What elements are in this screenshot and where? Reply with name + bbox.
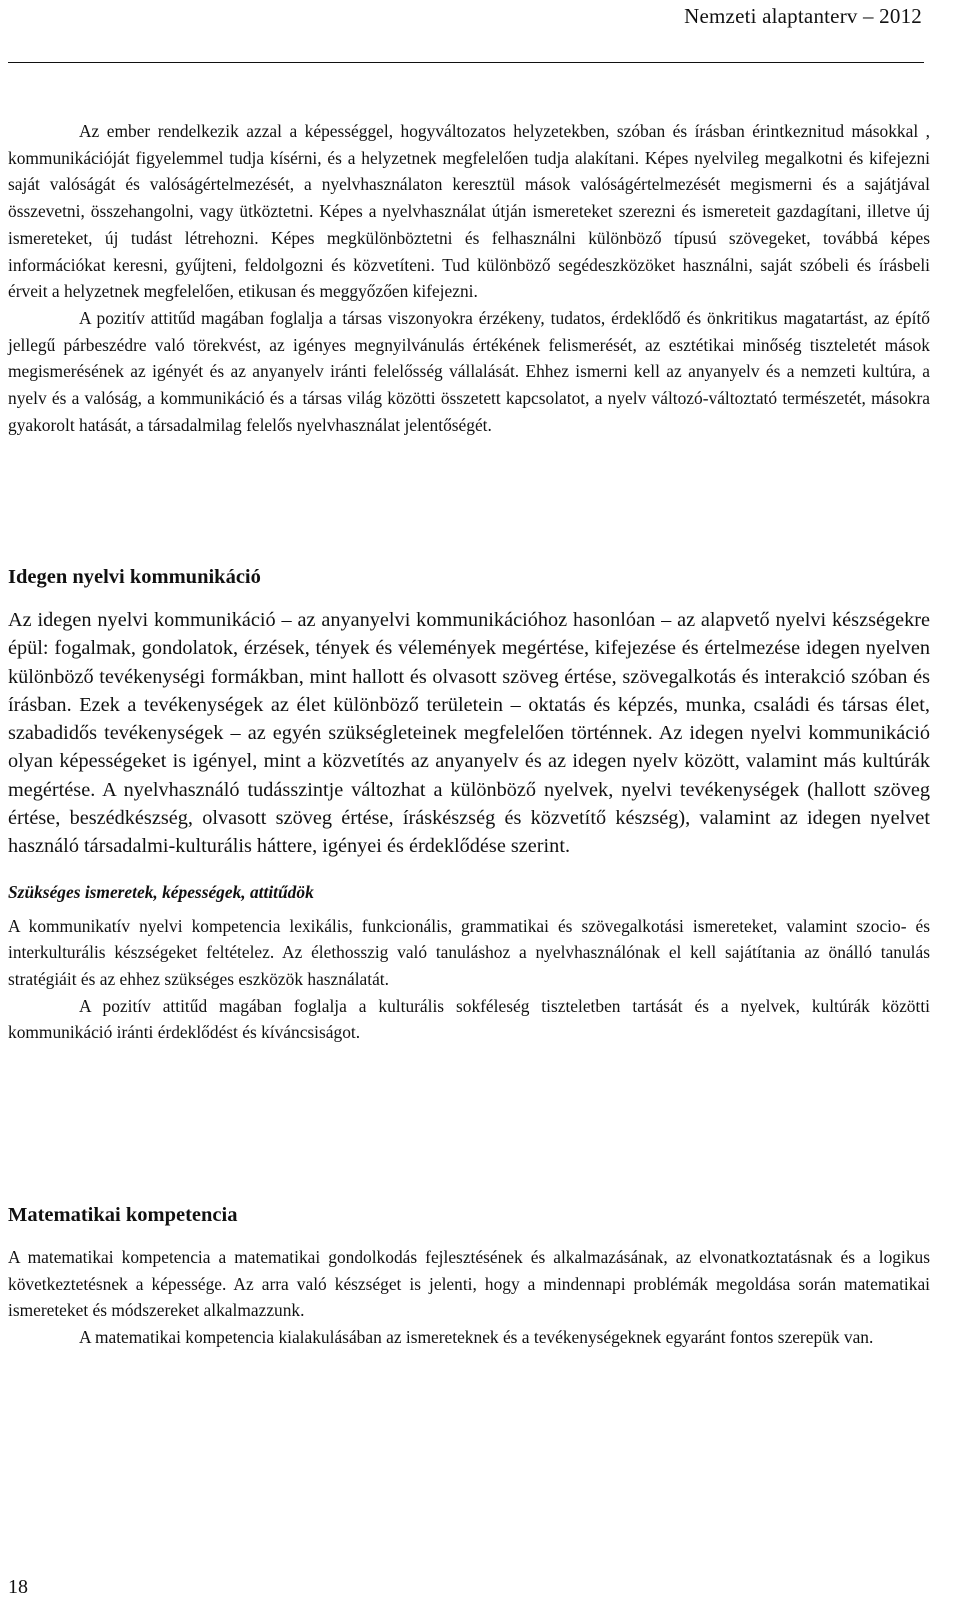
section-heading: Matematikai kompetencia bbox=[8, 1204, 238, 1226]
section-heading: Idegen nyelvi kommunikáció bbox=[8, 566, 261, 588]
paragraph: A matematikai kompetencia kialakulásában az ismereteknek és a tevékenységeknek egyaránt fontos szerepük van. bbox=[79, 1327, 874, 1348]
page-number: 18 bbox=[8, 1576, 28, 1598]
header-rule bbox=[8, 62, 924, 63]
paragraph: Az idegen nyelvi kommunikáció – az anyanyelvi kommunikációhoz hasonlóan – az alapvető nyelvi készségekre épül: fogalmak, gondolatok, érzések, tények és vélemények megértése, kifejezése és értelmezése idegen nyelven különböző tevékenységi formákban, mint hallott és olvasott szöveg értése, szövegalkotás és interakció szóban és írásban. Ezek a tevékenységek az élet különböző területein – oktatás és képzés, munka, családi és társas élet, szabadidős tevékenységek – az egyén szükségleteinek megfelelően történnek. Az idegen nyelvi kommunikáció olyan képességeket is igényel, mint a közvetítés az anyanyelv és az idegen nyelv között, valamint más kultúrák megértése. A nyelvhasználó tudásszintje változhat a különböző nyelvek, nyelvi tevékenységek (hallott szöveg értése, beszédkészség, olvasott szöveg értése, íráskészség és közvetítő készség), valamint az idegen nyelvet használó társadalmi-kulturális háttere, igényei és érdeklődése szerint. bbox=[8, 609, 930, 858]
anyanyelvi-section bbox=[8, 118, 930, 438]
running-header: Nemzeti alaptanterv – 2012 bbox=[684, 4, 922, 28]
matematikai-section bbox=[8, 1203, 930, 1351]
paragraph: A matematikai kompetencia a matematikai gondolkodás fejlesztésének és alkalmazásának, az elvonatkoztatásnak és a logikus következtetésnek a képessége. Az arra való készséget is jelenti, hogy a mindennapi problémák megoldása során matematikai ismereteket és módszereket alkalmazzunk. bbox=[8, 1247, 930, 1321]
paragraph: A pozitív attitűd magában foglalja a kulturális sokféleség tiszteletben tartását és a nyelvek, kultúrák közötti kommunikáció iránti érdeklődést és kíváncsiságot. bbox=[8, 995, 930, 1043]
paragraph: A pozitív attitűd magában foglalja a társas viszonyokra érzékeny, tudatos, érdeklődő és önkritikus magatartást, az építő jellegű párbeszédre való törekvést, az igényes megnyilvánulás értékének felismerését, az esztétikai minőség tiszteletét mások megismerésének az igényét és az anyanyelv iránti felelősség vállalását. Ehhez ismerni kell az anyanyelv és a nemzeti kultúra, a nyelv és a valóság, a kommunikáció és a társas világ közötti összetett kapcsolatot, a nyelv változó-változtató természetét, másokra gyakorolt hatását, a társadalmilag felelős nyelvhasználat jelentőségét. bbox=[8, 307, 930, 435]
section-subheading: Szükséges ismeretek, képességek, attitűdök bbox=[8, 881, 314, 902]
paragraph: A kommunikatív nyelvi kompetencia lexikális, funkcionális, grammatikai és szövegalkotási ismereteket, valamint szocio- és interkulturális készségeket feltételez. Az élethosszig való tanuláshoz a nyelvhasználónak el kell sajátítania az önálló tanulás stratégiáit és az ehhez szükséges eszközök használatát. bbox=[8, 915, 930, 990]
idegen-section bbox=[8, 565, 930, 1046]
paragraph: Az ember rendelkezik azzal a képességgel, hogyváltozatos helyzetekben, szóban és írásban érintkeznitud másokkal , kommunikációját figyelemmel tudja kísérni, és a helyzetnek megfelelően tudja alakítani. Képes nyelvileg megalkotni és kifejezni saját valóságát és valóságértelmezését, a nyelvhasználaton keresztül mások valóságértelmezését megismerni és a sajátjával összevetni, összehangolni, vagy ütköztetni. Képes a nyelvhasználat útján ismereteket szerezni és ismereteit gazdagítani, illetve új ismereteket, új tudást létrehozni. Képes megkülönböztetni és felhasználni különböző típusú szövegeket, továbbá képes információkat keresni, gyűjteni, feldolgozni és közvetíteni. Tud különböző segédeszközöket használni, saját szóbeli és írásbeli érveit a helyzetnek megfelelően, etikusan és meggyőzően kifejezni. bbox=[8, 121, 930, 302]
